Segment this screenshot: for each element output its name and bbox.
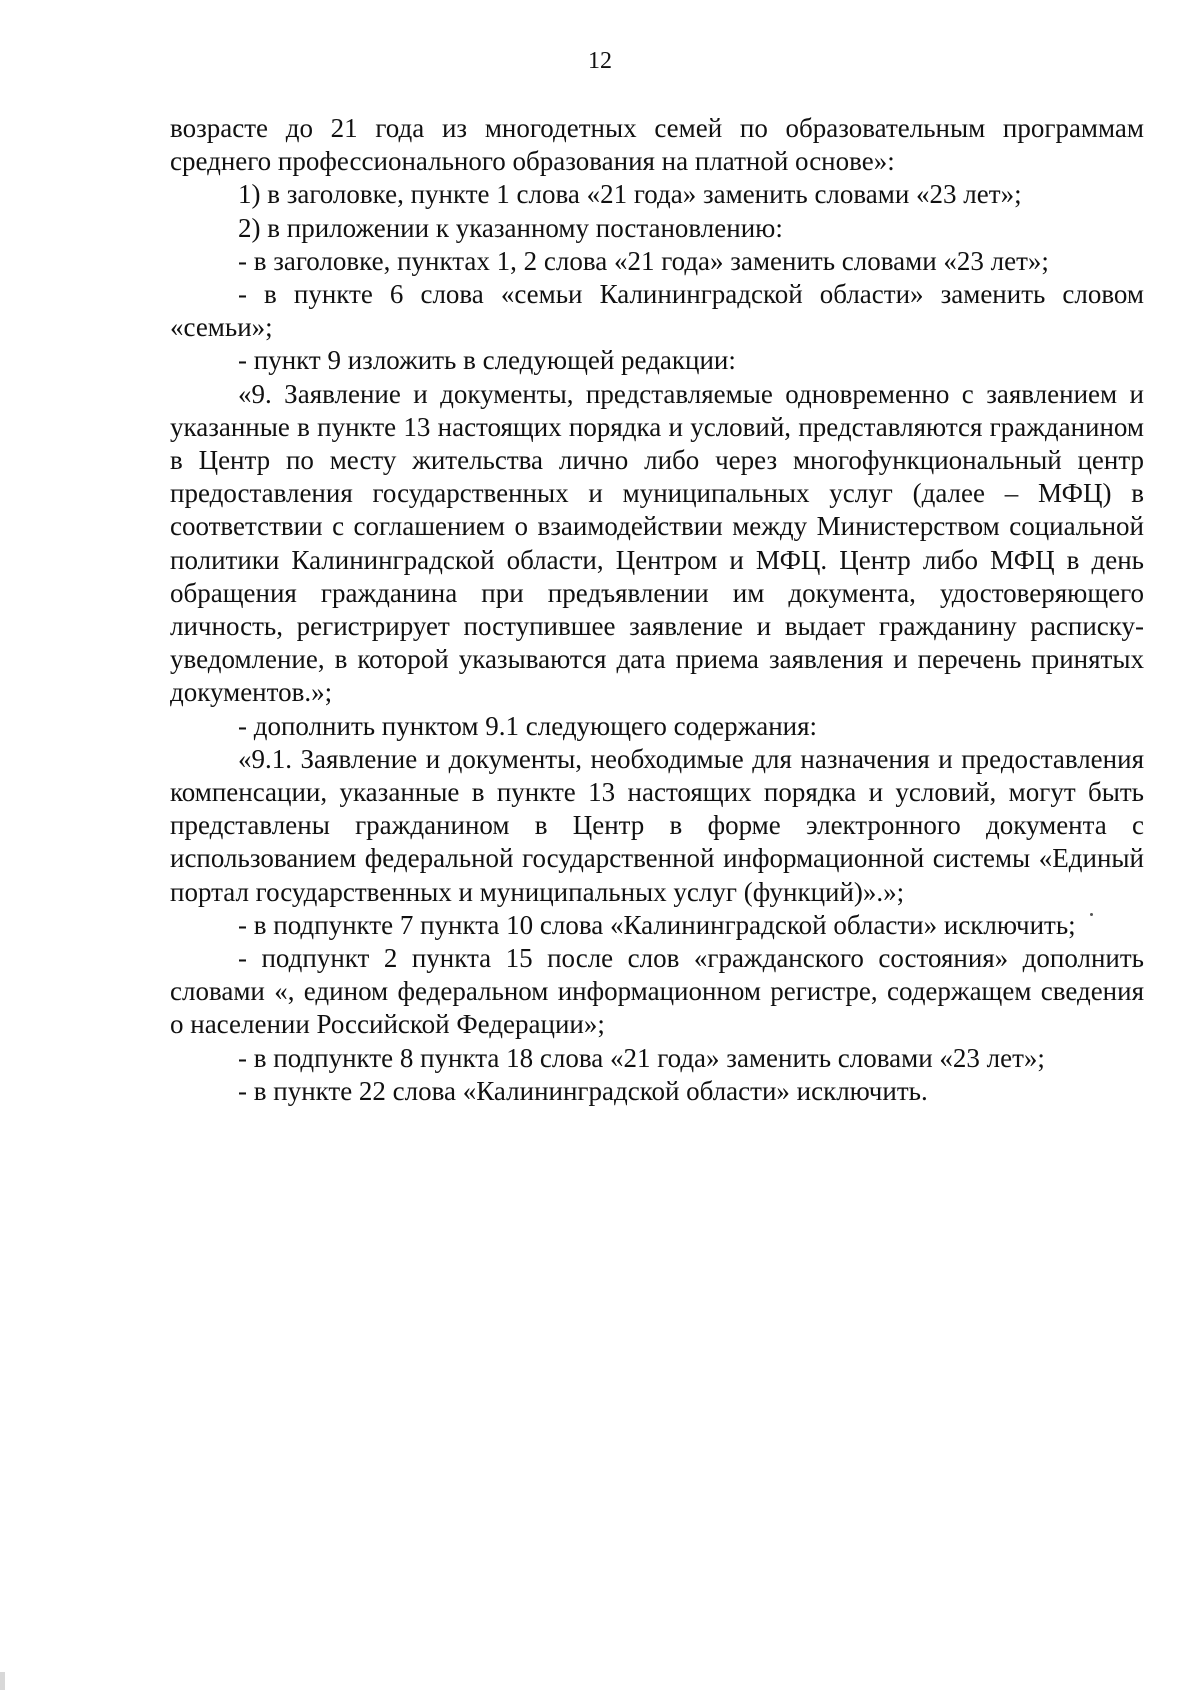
- paragraph-3: 2) в приложении к указанному постановлению:: [238, 212, 783, 243]
- document-body: [170, 112, 1144, 1108]
- paragraph-10: - в подпункте 7 пункта 10 слова «Калининградской области» исключить;: [238, 909, 1076, 940]
- page-number: 12: [588, 48, 612, 74]
- paragraph-13: - в пункте 22 слова «Калининградской области» исключить.: [238, 1075, 928, 1106]
- paragraph-8: - дополнить пунктом 9.1 следующего содержания:: [238, 710, 818, 741]
- paragraph-12: - в подпункте 8 пункта 18 слова «21 года» заменить словами «23 лет»;: [238, 1042, 1045, 1073]
- paragraph-11: - подпункт 2 пункта 15 после слов «гражданского состояния» дополнить словами «, едином федеральном информационном регистре, содержащем сведения о населении Российской Федерации»;: [170, 943, 1144, 1040]
- paragraph-6: - пункт 9 изложить в следующей редакции:: [238, 345, 736, 376]
- paragraph-5: - в пункте 6 слова «семьи Калининградской области» заменить словом «семьи»;: [170, 279, 1144, 343]
- paragraph-2: 1) в заголовке, пункте 1 слова «21 года» заменить словами «23 лет»;: [238, 179, 1022, 210]
- paragraph-9: «9.1. Заявление и документы, необходимые для назначения и предоставления компенсации, указанные в пункте 13 настоящих порядка и условий, могут быть представлены гражданином в Центр в форме электронного документа с использованием федеральной государственной информационной системы «Единый портал государственных и муниципальных услуг (функций)».»;: [170, 743, 1144, 907]
- paragraph-1: возрасте до 21 года из многодетных семей по образовательным программам среднего профессионального образования на платной основе»:: [170, 113, 1144, 177]
- scan-edge-mark: [0, 1672, 5, 1690]
- scan-speck: [1090, 913, 1093, 916]
- paragraph-4: - в заголовке, пунктах 1, 2 слова «21 года» заменить словами «23 лет»;: [238, 245, 1049, 276]
- paragraph-7: «9. Заявление и документы, представляемые одновременно с заявлением и указанные в пункте 13 настоящих порядка и условий, представляются гражданином в Центр по месту жительства лично либо через многофункциональный центр предоставления государственных и муниципальных услуг (далее – МФЦ) в соответствии с соглашением о взаимодействии между Министерством социальной политики Калининградской области, Центром и МФЦ. Центр либо МФЦ в день обращения гражданина при предъявлении им документа, удостоверяющего личность, регистрирует поступившее заявление и выдает гражданину расписку-уведомление, в которой указываются дата приема заявления и перечень принятых документов.»;: [170, 378, 1144, 708]
